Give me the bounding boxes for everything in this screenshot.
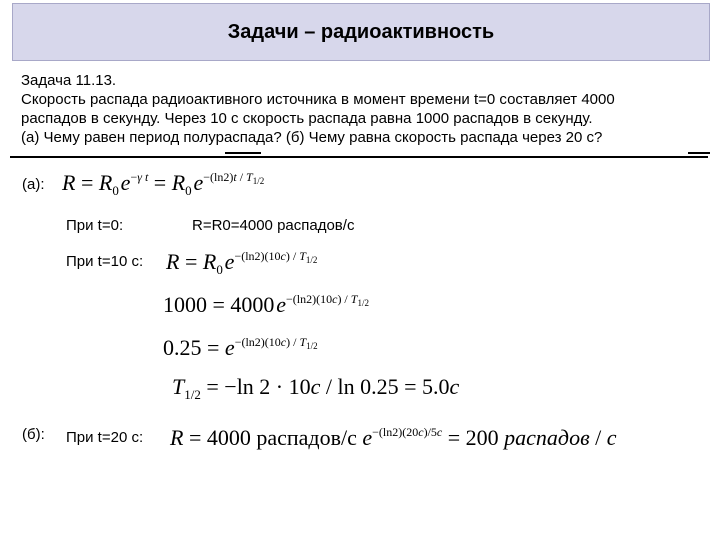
t20-label: При t=20 с:: [66, 429, 144, 446]
half-life-result: $T_{1/2} = -\ln$ 2 · 10c / ln 0.25 = 5.0c: [172, 374, 460, 402]
title-bar: [12, 3, 710, 61]
t20-formula: R = 4000 распадов/с $e^{-(ln2)(20c)/5c} = 200$ распадов / с: [170, 425, 617, 450]
problem-line-1: Скорость распада радиоактивного источника в момент времени t=0 составляет 4000: [21, 91, 615, 108]
divider-mark-right: [688, 152, 710, 154]
part-a-label: (а):: [22, 176, 45, 193]
equation-1000: 1000 = 4000 $e^{-(ln2)(10c) / T_{1/2}}$: [163, 292, 369, 317]
divider-mark-left: [225, 152, 261, 154]
t0-result: R=R0=4000 распадов/с: [192, 217, 355, 234]
divider-line: [10, 156, 708, 158]
problem-statement: [21, 71, 701, 147]
page-title: Задачи – радиоактивность: [227, 21, 495, 43]
decay-law-formula: $R = R_0$ $e^{-\gamma t} = R_0$ $e^{-(ln2)t / T_{1/2}}$: [62, 170, 265, 198]
t10-formula: $R = R_0$ $e^{-(ln2)(10c) / T_{1/2}}$: [166, 249, 318, 277]
t0-label: При t=0:: [66, 217, 124, 234]
part-b-label: (б):: [22, 426, 45, 443]
t10-label: При t=10 с:: [66, 253, 144, 270]
problem-line-3: (а) Чему равен период полураспада? (б) Чему равна скорость распада через 20 с?: [21, 129, 603, 146]
problem-heading: Задача 11.13.: [21, 72, 117, 89]
problem-line-2: распадов в секунду. Через 10 с скорость распада равна 1000 распадов в секунду.: [21, 110, 593, 127]
equation-025: $0.25 = e^{-(ln2)(10c) / T_{1/2}}$: [163, 335, 318, 360]
